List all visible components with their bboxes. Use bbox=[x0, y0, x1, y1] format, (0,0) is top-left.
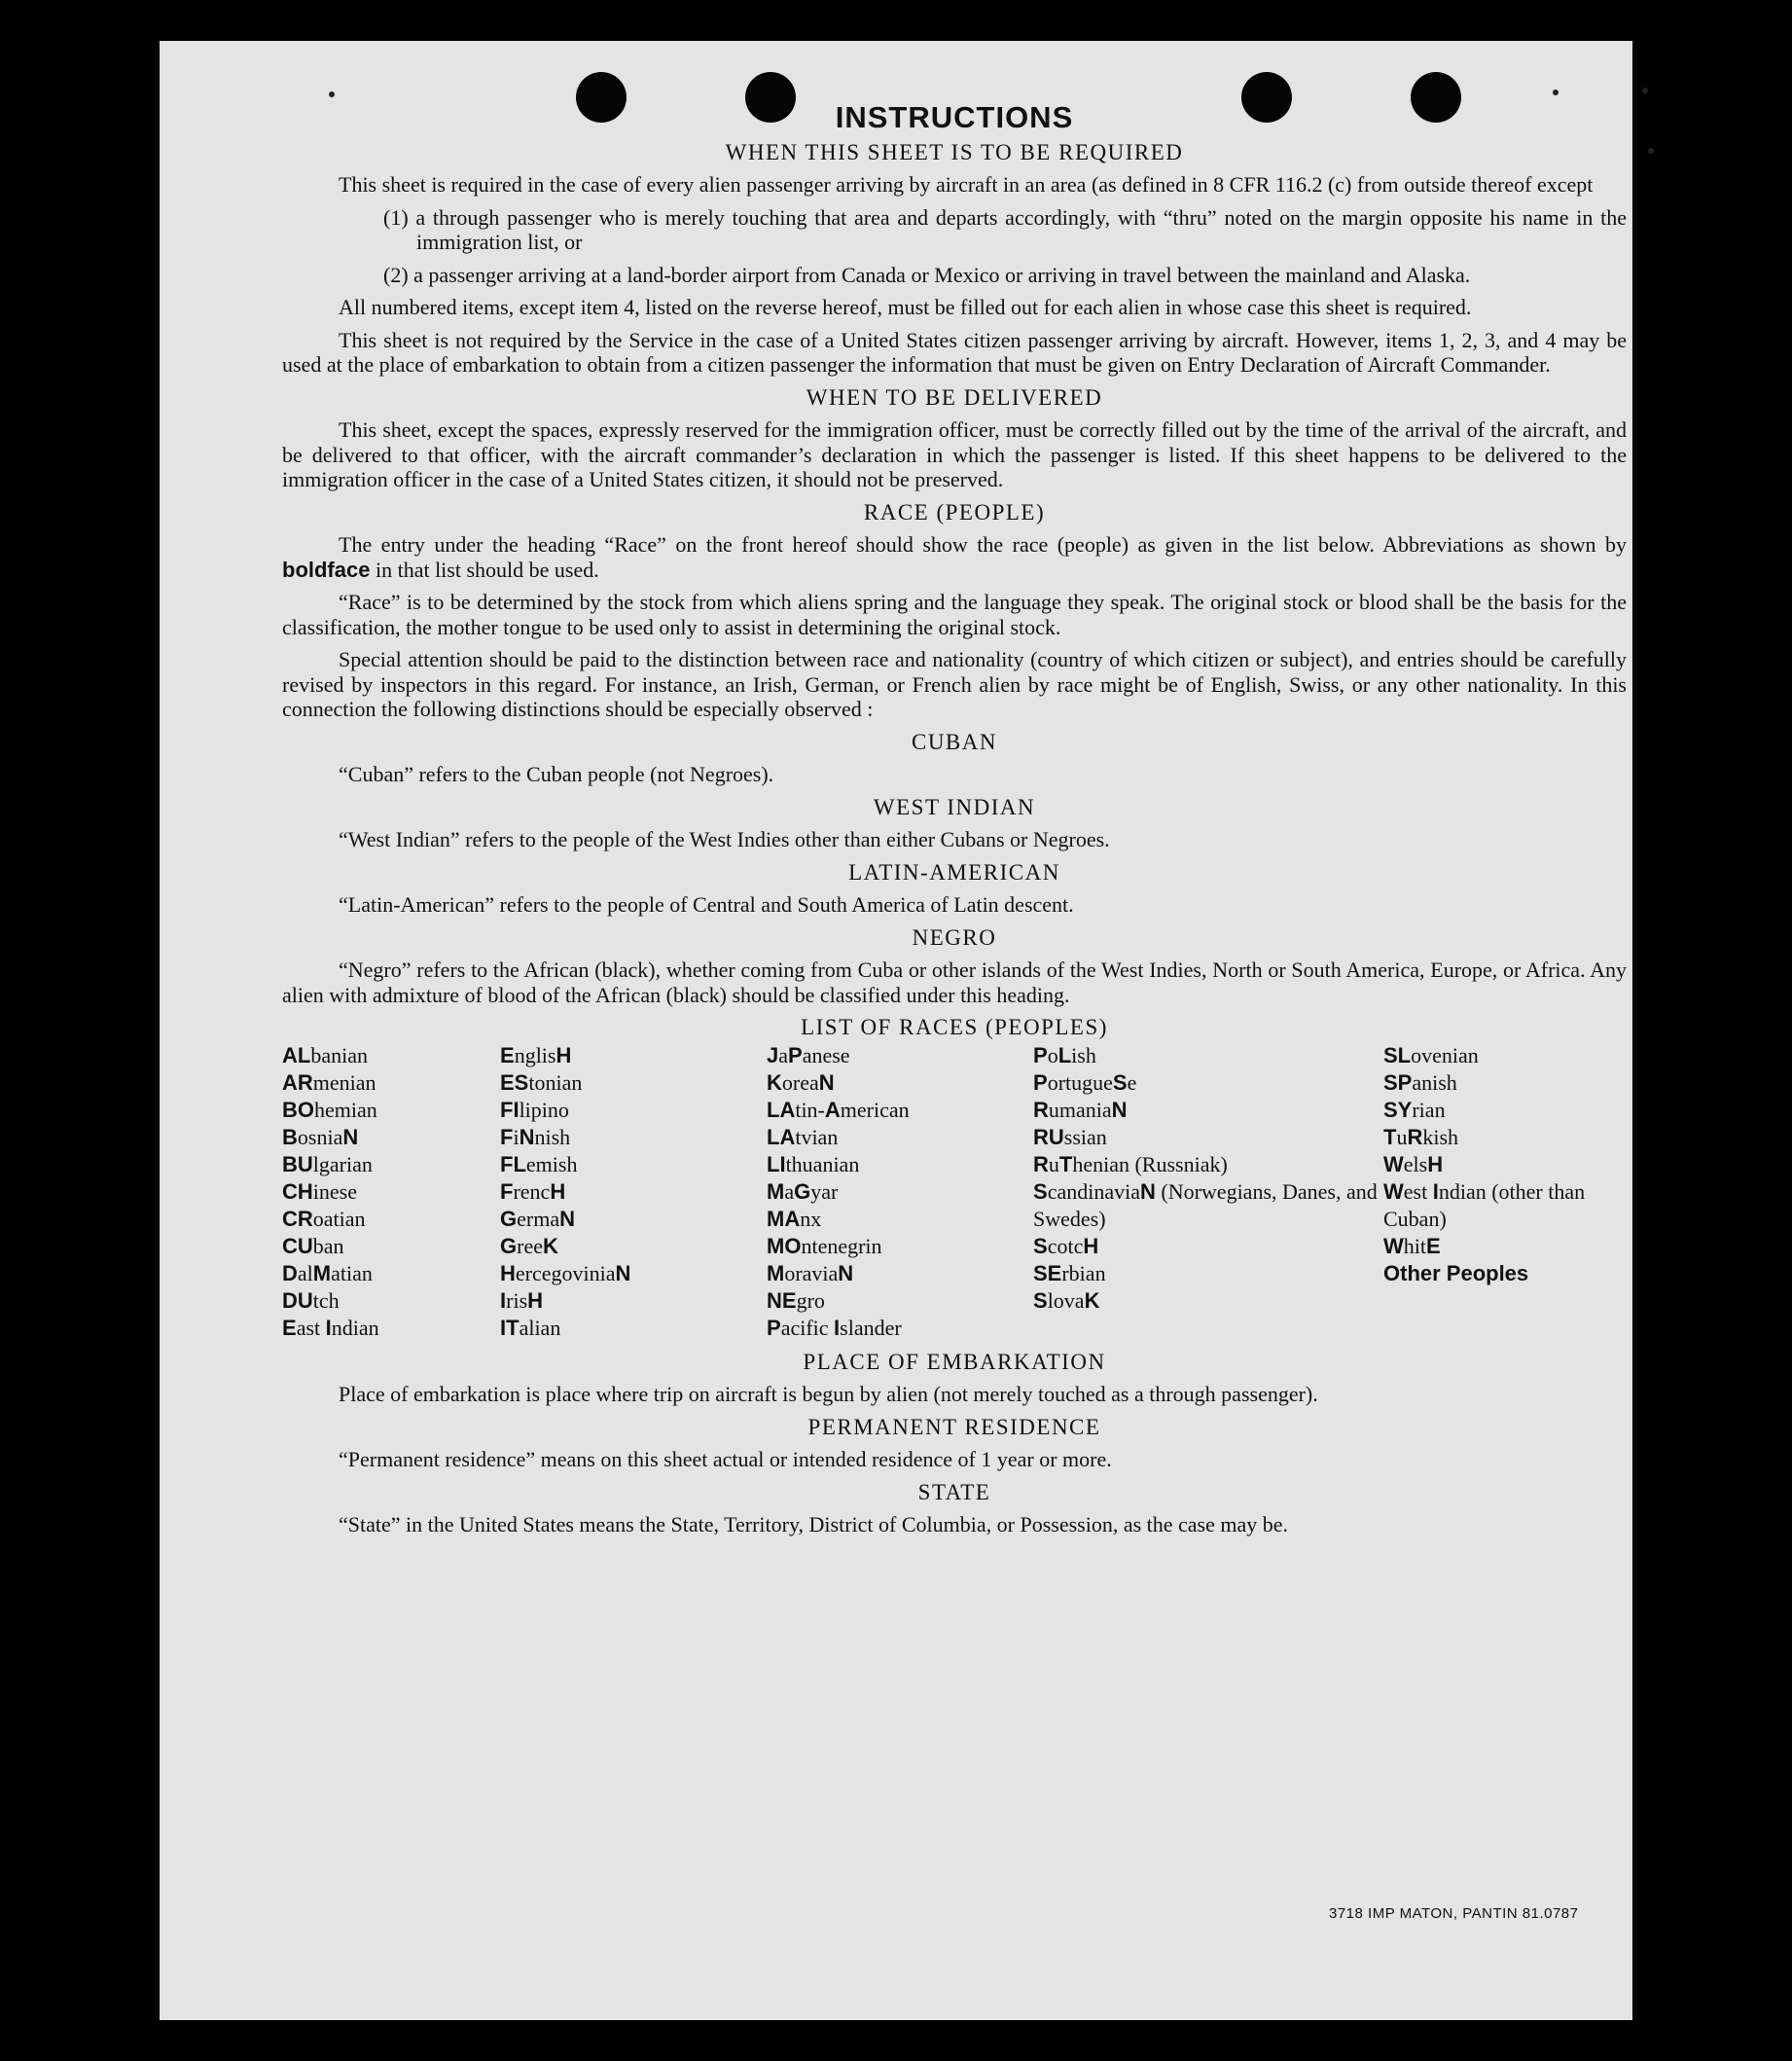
race-text-run: ndian bbox=[331, 1315, 379, 1340]
paragraph: This sheet is required in the case of every alien passenger arriving by aircraft in an area (as defined in 8 CFR 116.2 (c) from outside thereof except bbox=[339, 172, 1594, 197]
race-text-run: emish bbox=[525, 1151, 578, 1176]
race-entry bbox=[500, 1315, 767, 1342]
race-text-run: W bbox=[1383, 1233, 1404, 1258]
race-text-run: F bbox=[500, 1124, 514, 1149]
race-list bbox=[282, 1042, 1627, 1342]
race-text-run: G bbox=[794, 1178, 811, 1204]
race-text-run: lova bbox=[1047, 1287, 1085, 1313]
race-text-run: BO bbox=[282, 1097, 314, 1122]
heading-latin-american: LATIN-AMERICAN bbox=[848, 859, 1060, 885]
race-text-run: LI bbox=[767, 1151, 786, 1176]
race-text-run: A bbox=[824, 1097, 841, 1122]
paragraph: “Race” is to be determined by the stock from which aliens spring and the language they speak. The original stock or blood shall be the basis for the classification, the mother tongue to be used only to assist in determining the original stock. bbox=[282, 590, 1627, 639]
race-entry bbox=[1383, 1178, 1627, 1233]
race-text-run: merican bbox=[840, 1097, 910, 1122]
race-entry bbox=[282, 1287, 500, 1315]
heading-when-delivered: WHEN TO BE DELIVERED bbox=[806, 384, 1103, 410]
race-entry bbox=[282, 1178, 500, 1206]
race-text-run: G bbox=[500, 1233, 518, 1258]
race-text-run: nish bbox=[534, 1124, 571, 1149]
race-entry bbox=[767, 1287, 1033, 1315]
race-text-run: banian bbox=[310, 1042, 368, 1067]
race-text-run: lgarian bbox=[312, 1151, 373, 1176]
heading-when-required: WHEN THIS SHEET IS TO BE REQUIRED bbox=[725, 139, 1184, 164]
race-entry bbox=[282, 1097, 500, 1124]
race-text-run: NE bbox=[767, 1287, 797, 1313]
race-text-run: orea bbox=[781, 1069, 819, 1095]
race-entry bbox=[282, 1260, 500, 1287]
race-text-run: M bbox=[312, 1260, 332, 1285]
race-text-run: E bbox=[1426, 1233, 1441, 1258]
race-column bbox=[1383, 1042, 1627, 1342]
race-text-run: K bbox=[767, 1069, 782, 1095]
race-text-run: ish bbox=[1071, 1042, 1096, 1067]
race-text-run: candinavia bbox=[1047, 1178, 1140, 1204]
race-text-run: ndian (other than Cuban) bbox=[1383, 1178, 1586, 1231]
race-text-run: tin- bbox=[795, 1097, 825, 1122]
race-text-run: MA bbox=[767, 1206, 801, 1231]
race-text-run: ree bbox=[517, 1233, 543, 1258]
race-text-run: (Norwegians, Danes, and Swedes) bbox=[1033, 1178, 1378, 1231]
race-text-run: P bbox=[788, 1042, 803, 1067]
speck bbox=[1553, 90, 1559, 95]
race-text-run: P bbox=[1033, 1042, 1048, 1067]
race-text-run: H bbox=[1083, 1233, 1099, 1258]
race-text-run: cotc bbox=[1047, 1233, 1084, 1258]
race-text-run: H bbox=[1427, 1151, 1444, 1176]
race-text-run: nx bbox=[800, 1206, 822, 1231]
race-text-run: hemian bbox=[314, 1097, 377, 1122]
race-text-run: ris bbox=[506, 1287, 528, 1313]
race-text-run: N bbox=[615, 1260, 631, 1285]
heading-permanent-residence: PERMANENT RESIDENCE bbox=[807, 1414, 1101, 1439]
race-text-run: MO bbox=[767, 1233, 802, 1258]
heading-negro: NEGRO bbox=[912, 924, 997, 950]
race-text-run: W bbox=[1383, 1151, 1404, 1176]
race-column bbox=[500, 1042, 767, 1342]
race-text-run: oravia bbox=[784, 1260, 839, 1285]
race-text-run: tonian bbox=[528, 1069, 583, 1095]
race-text-run: R bbox=[1407, 1124, 1423, 1149]
race-text-run: S bbox=[1033, 1233, 1048, 1258]
race-entry bbox=[767, 1151, 1033, 1178]
race-entry bbox=[767, 1315, 1033, 1342]
race-text-run: BU bbox=[282, 1151, 313, 1176]
race-entry bbox=[1383, 1097, 1627, 1124]
race-text-run: acific bbox=[780, 1315, 835, 1340]
race-entry bbox=[1033, 1260, 1383, 1287]
race-text-run: kish bbox=[1422, 1124, 1459, 1149]
race-text-run: ban bbox=[312, 1233, 344, 1258]
race-entry bbox=[500, 1178, 767, 1206]
race-entry bbox=[1033, 1178, 1383, 1233]
race-entry bbox=[1383, 1151, 1627, 1178]
race-entry bbox=[282, 1315, 500, 1342]
race-text-run: tvian bbox=[795, 1124, 839, 1149]
paragraph: “Latin-American” refers to the people of Central and South America of Latin descent. bbox=[339, 892, 1074, 917]
race-text-run: E bbox=[500, 1042, 515, 1067]
race-entry bbox=[767, 1260, 1033, 1287]
race-entry bbox=[1383, 1042, 1627, 1069]
race-text-run: alian bbox=[519, 1315, 561, 1340]
race-text-run: CU bbox=[282, 1233, 313, 1258]
race-entry bbox=[282, 1233, 500, 1260]
race-text-run: yar bbox=[810, 1178, 839, 1204]
race-text-run: G bbox=[500, 1206, 518, 1231]
race-entry bbox=[500, 1206, 767, 1233]
race-text-run: N bbox=[1139, 1178, 1156, 1204]
race-text-run: I bbox=[1432, 1178, 1439, 1204]
race-entry bbox=[1383, 1260, 1627, 1287]
race-text-run: oatian bbox=[312, 1206, 366, 1231]
race-text-run: hit bbox=[1403, 1233, 1426, 1258]
race-entry bbox=[500, 1042, 767, 1069]
race-text-run: LA bbox=[767, 1097, 796, 1122]
race-entry bbox=[767, 1206, 1033, 1233]
race-text-run: S bbox=[1112, 1069, 1128, 1095]
race-text-run: I bbox=[500, 1287, 507, 1313]
race-text-run: henian (Russniak) bbox=[1072, 1151, 1228, 1176]
race-entry bbox=[767, 1233, 1033, 1260]
race-entry bbox=[500, 1124, 767, 1151]
race-text-run: SP bbox=[1383, 1069, 1413, 1095]
race-entry bbox=[500, 1151, 767, 1178]
race-text-run: RU bbox=[1033, 1124, 1064, 1149]
race-text-run: FL bbox=[500, 1151, 526, 1176]
race-text-run: al bbox=[297, 1260, 313, 1285]
race-text-run: M bbox=[767, 1260, 785, 1285]
race-text-run: ovenian bbox=[1411, 1042, 1479, 1067]
race-text-run: N bbox=[342, 1124, 359, 1149]
race-entry bbox=[500, 1287, 767, 1315]
document-sheet bbox=[160, 41, 1632, 2020]
race-text-run: est bbox=[1403, 1178, 1433, 1204]
race-text-run: thuanian bbox=[785, 1151, 860, 1176]
race-text-run: D bbox=[282, 1260, 298, 1285]
race-text-run: IT bbox=[500, 1315, 520, 1340]
race-column bbox=[282, 1042, 500, 1342]
race-text-run: N bbox=[838, 1260, 854, 1285]
race-text-run: F bbox=[500, 1178, 514, 1204]
race-entry bbox=[282, 1206, 500, 1233]
race-text-run: K bbox=[1084, 1287, 1100, 1313]
race-entry bbox=[1383, 1233, 1627, 1260]
heading-state: STATE bbox=[917, 1479, 991, 1504]
race-text-run: R bbox=[1033, 1151, 1049, 1176]
race-entry bbox=[1033, 1124, 1383, 1151]
race-entry bbox=[1383, 1069, 1627, 1097]
race-text-run: atian bbox=[331, 1260, 373, 1285]
race-text-run: slander bbox=[840, 1315, 902, 1340]
race-entry bbox=[500, 1260, 767, 1287]
race-text-run: AL bbox=[282, 1042, 311, 1067]
race-text-run: J bbox=[767, 1042, 779, 1067]
race-text-run: R bbox=[1033, 1097, 1049, 1122]
race-entry bbox=[1033, 1233, 1383, 1260]
race-text-run: anish bbox=[1412, 1069, 1457, 1095]
race-text-run: CH bbox=[282, 1178, 313, 1204]
list-item: (1) a through passenger who is merely touching that area and departs accordingly, with “thru” noted on the margin opposite his name in the immigration list, or bbox=[383, 204, 1627, 254]
race-entry bbox=[767, 1042, 1033, 1069]
race-entry bbox=[282, 1042, 500, 1069]
race-entry bbox=[500, 1233, 767, 1260]
race-text-run: DU bbox=[282, 1287, 313, 1313]
race-text-run: els bbox=[1403, 1151, 1428, 1176]
race-text-run: S bbox=[1033, 1287, 1048, 1313]
race-text-run: P bbox=[767, 1315, 781, 1340]
page-title: INSTRUCTIONS bbox=[835, 100, 1074, 134]
race-text-run: I bbox=[834, 1315, 841, 1340]
race-text-run: anese bbox=[802, 1042, 850, 1067]
race-text-run: T bbox=[1383, 1124, 1397, 1149]
race-entry bbox=[1033, 1042, 1383, 1069]
race-text-run: AR bbox=[282, 1069, 313, 1095]
race-text-run: a bbox=[784, 1178, 795, 1204]
paragraph: This sheet, except the spaces, expressly reserved for the immigration officer, must be correctly filled out by the time of the arrival of the aircraft, and be delivered to that officer, with the aircraft commander’s declaration in which the passenger is listed. If this sheet happens to be delivered to the immigration officer in the case of a United States citizen, it should not be preserved. bbox=[282, 417, 1627, 491]
race-text-run: S bbox=[1033, 1178, 1048, 1204]
race-entry bbox=[282, 1069, 500, 1097]
race-text-run: rian bbox=[1412, 1097, 1446, 1122]
race-text-run: ntenegrin bbox=[801, 1233, 882, 1258]
race-text-run: H bbox=[500, 1260, 516, 1285]
heading-west-indian: WEST INDIAN bbox=[873, 794, 1036, 819]
paragraph: “Negro” refers to the African (black), whether coming from Cuba or other islands of the West Indies, North or South America, Europe, or Africa. Any alien with admixture of blood of the African (black) should be classified under this heading. bbox=[282, 958, 1627, 1007]
race-entry bbox=[1383, 1124, 1627, 1151]
race-text-run: menian bbox=[312, 1069, 376, 1095]
race-text-run: N bbox=[519, 1124, 535, 1149]
race-text-run: K bbox=[542, 1233, 558, 1258]
race-text-run: tch bbox=[312, 1287, 340, 1313]
race-entry bbox=[500, 1097, 767, 1124]
race-text-run: L bbox=[1057, 1042, 1072, 1067]
race-entry bbox=[1033, 1151, 1383, 1178]
speck bbox=[1642, 88, 1648, 93]
race-text-run: Other Peoples bbox=[1383, 1260, 1529, 1285]
race-text-run: inese bbox=[312, 1178, 357, 1204]
race-text-run: ast bbox=[296, 1315, 326, 1340]
race-text-run: ortugue bbox=[1047, 1069, 1113, 1095]
race-text-run: ES bbox=[500, 1069, 529, 1095]
heading-race: RACE (PEOPLE) bbox=[863, 499, 1046, 524]
race-entry bbox=[1033, 1287, 1383, 1315]
race-text-run: M bbox=[767, 1178, 785, 1204]
race-text-run: a bbox=[778, 1042, 789, 1067]
heading-place-of-embarkation: PLACE OF EMBARKATION bbox=[803, 1349, 1106, 1374]
race-text-run: rbian bbox=[1061, 1260, 1106, 1285]
boldface-word: boldface bbox=[282, 557, 371, 582]
race-text-run: renc bbox=[513, 1178, 551, 1204]
race-text-run: ssian bbox=[1063, 1124, 1107, 1149]
race-entry bbox=[500, 1069, 767, 1097]
race-text-run: I bbox=[325, 1315, 332, 1340]
race-text-run: gro bbox=[796, 1287, 825, 1313]
race-entry bbox=[767, 1069, 1033, 1097]
paragraph: All numbered items, except item 4, listed on the reverse hereof, must be filled out for each alien in whose case this sheet is required. bbox=[339, 295, 1472, 319]
race-text-run: H bbox=[556, 1042, 572, 1067]
paragraph: “West Indian” refers to the people of the West Indies other than either Cubans or Negroes. bbox=[339, 827, 1110, 851]
race-text-run: N bbox=[818, 1069, 835, 1095]
race-text-run: SL bbox=[1383, 1042, 1412, 1067]
paragraph: “Cuban” refers to the Cuban people (not Negroes). bbox=[339, 762, 774, 786]
race-text-run: LA bbox=[767, 1124, 796, 1149]
heading-list-of-races: LIST OF RACES (PEOPLES) bbox=[801, 1015, 1108, 1039]
printer-imprint: 3718 IMP MATON, PANTIN 81.0787 bbox=[1329, 1905, 1579, 1922]
text-run: The entry under the heading “Race” on the front hereof should show the race (people) as given in the list below. Abbreviations as shown by bbox=[339, 532, 1627, 557]
race-entry bbox=[282, 1151, 500, 1178]
paragraph: Place of embarkation is place where trip on aircraft is begun by alien (not merely touched as a through passenger). bbox=[339, 1382, 1318, 1406]
race-text-run: T bbox=[1058, 1151, 1073, 1176]
race-text-run: E bbox=[282, 1315, 297, 1340]
race-text-run: o bbox=[1047, 1042, 1058, 1067]
race-text-run: e bbox=[1127, 1069, 1137, 1095]
race-text-run: umania bbox=[1048, 1097, 1112, 1122]
race-text-run: osnia bbox=[297, 1124, 343, 1149]
race-entry bbox=[1033, 1069, 1383, 1097]
speck bbox=[329, 91, 335, 97]
race-text-run: ercegovinia bbox=[515, 1260, 616, 1285]
race-entry bbox=[767, 1178, 1033, 1206]
paragraph: “State” in the United States means the State, Territory, District of Columbia, or Possession, as the case may be. bbox=[339, 1512, 1289, 1537]
race-column bbox=[1033, 1042, 1383, 1342]
race-entry bbox=[767, 1124, 1033, 1151]
race-text-run: nglis bbox=[514, 1042, 556, 1067]
race-text-run: SY bbox=[1383, 1097, 1413, 1122]
paragraph: “Permanent residence” means on this sheet actual or intended residence of 1 year or more. bbox=[339, 1447, 1112, 1471]
race-entry bbox=[1033, 1097, 1383, 1124]
race-text-run: CR bbox=[282, 1206, 313, 1231]
paragraph: This sheet is not required by the Service in the case of a United States citizen passenger arriving by aircraft. However, items 1, 2, 3, and 4 may be used at the place of embarkation to obtain from a citizen passenger the information that must be given on Entry Declaration of Aircraft Commander. bbox=[282, 327, 1627, 377]
paragraph bbox=[282, 532, 1627, 582]
race-text-run: P bbox=[1033, 1069, 1048, 1095]
race-text-run: erma bbox=[517, 1206, 560, 1231]
race-text-run: B bbox=[282, 1124, 298, 1149]
race-text-run: FI bbox=[500, 1097, 520, 1122]
race-text-run: N bbox=[1111, 1097, 1128, 1122]
text-run: in that list should be used. bbox=[370, 557, 599, 582]
list-item: (2) a passenger arriving at a land-border airport from Canada or Mexico or arriving in travel between the mainland and Alaska. bbox=[383, 262, 1471, 287]
race-text-run: i bbox=[513, 1124, 520, 1149]
race-entry bbox=[282, 1124, 500, 1151]
heading-cuban: CUBAN bbox=[911, 729, 997, 754]
speck bbox=[1648, 148, 1654, 154]
race-entry bbox=[767, 1097, 1033, 1124]
race-text-run: u bbox=[1048, 1151, 1059, 1176]
race-text-run: H bbox=[527, 1287, 544, 1313]
race-text-run: SE bbox=[1033, 1260, 1062, 1285]
race-column bbox=[767, 1042, 1033, 1342]
race-text-run: H bbox=[550, 1178, 566, 1204]
instructions-content bbox=[282, 100, 1627, 1545]
race-text-run: u bbox=[1396, 1124, 1408, 1149]
race-text-run: lipino bbox=[519, 1097, 569, 1122]
race-text-run: N bbox=[559, 1206, 575, 1231]
race-text-run: W bbox=[1383, 1178, 1404, 1204]
paragraph: Special attention should be paid to the distinction between race and nationality (country of which citizen or subject), and entries should be carefully revised by inspectors in this regard. For instance, an Irish, German, or French alien by race might be of English, Swiss, or any other nationality. In this connection the following distinctions should be especially observed : bbox=[282, 647, 1627, 721]
